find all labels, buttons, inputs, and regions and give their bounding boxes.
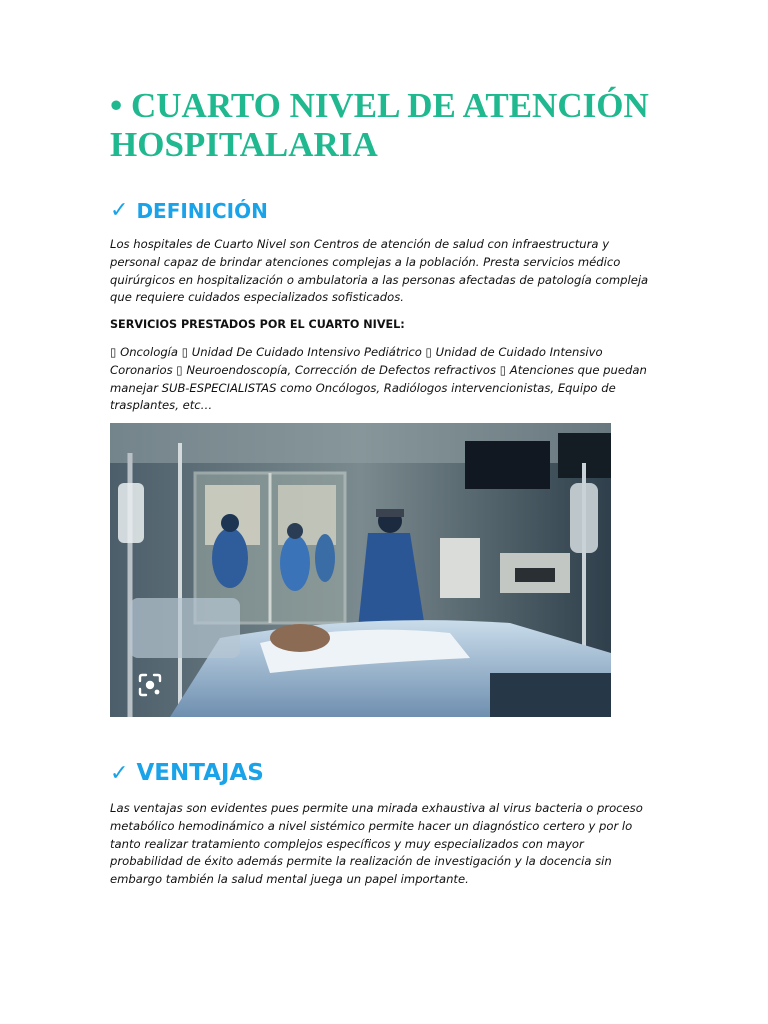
advantages-paragraph: Las ventajas son evidentes pues permite una mirada exhaustiva al virus bacteria o proceso metabólico hemodinámico a nivel sistémico permite hacer un diagnóstico certero y por lo tanto realizar tratamiento complejos específicos y muy especializados con mayor probabilidad de éxito además permite la realización de investigación y la docencia sin embargo también la salud mental juega un papel importante. <box>110 801 643 887</box>
hospital-icu-photo <box>110 423 611 717</box>
page-title: • CUARTO NIVEL DE ATENCIÓN HOSPITALARIA <box>110 86 649 164</box>
section-label: DEFINICIÓN <box>136 198 268 223</box>
section-heading-ventajas <box>110 760 264 786</box>
definition-paragraph: Los hospitales de Cuarto Nivel son Centros de atención de salud con infraestructura y personal capaz de brindar atenciones complejas a la población. Presta servicios médico quirúrgicos en hospitalización o ambulatoria a las personas afectadas de patología compleja que requiere cuidados especializados sofisticados. <box>110 237 649 305</box>
section-label: VENTAJAS <box>136 760 264 786</box>
checkmark-icon: ✓ <box>110 760 129 786</box>
section-heading-definicion <box>110 198 268 223</box>
services-paragraph: ▯ Oncología ▯ Unidad De Cuidado Intensivo Pediátrico ▯ Unidad de Cuidado Intensivo Coronarios ▯ Neuroendoscopía, Corrección de Defectos refractivos ▯ Atenciones que puedan manejar SUB-ESPECIALISTAS como Oncólogos, Radiólogos intervencionistas, Equipo de trasplantes, etc… <box>110 345 647 413</box>
image-search-icon[interactable] <box>134 670 166 700</box>
services-heading: SERVICIOS PRESTADOS POR EL CUARTO NIVEL: <box>110 318 405 331</box>
checkmark-icon: ✓ <box>110 198 129 223</box>
